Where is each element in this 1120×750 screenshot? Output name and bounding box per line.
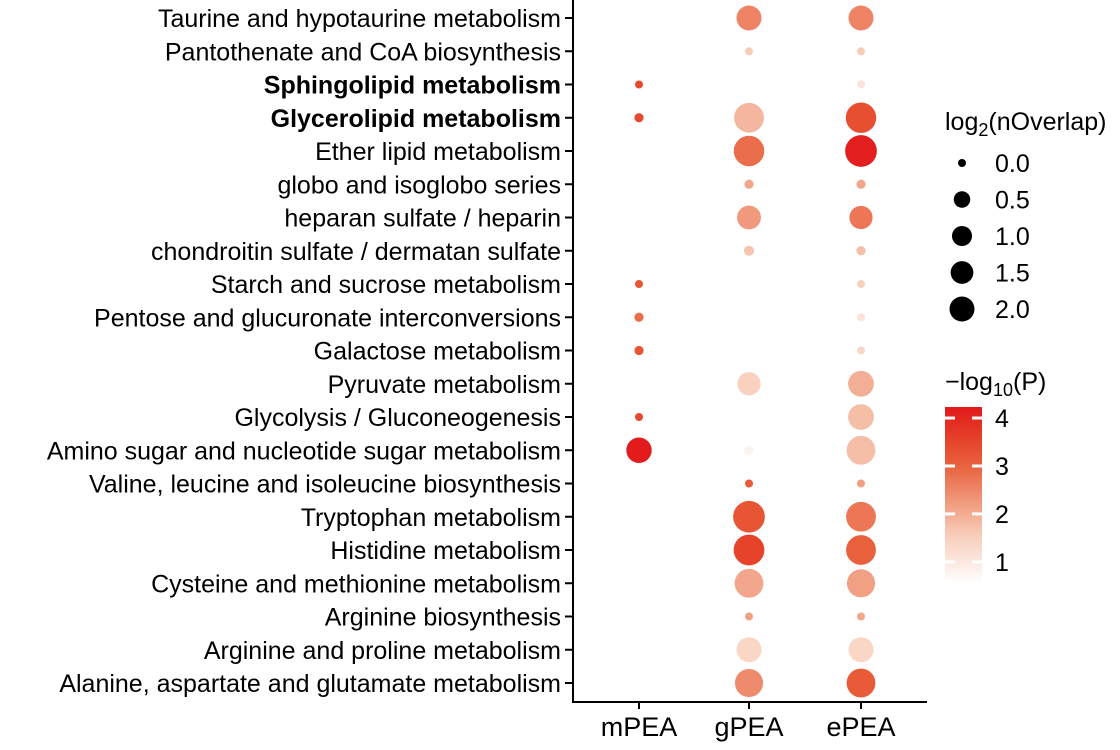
- dot-ePEA: [857, 81, 865, 89]
- size-legend-label: 1.5: [995, 259, 1030, 288]
- dot-ePEA: [847, 436, 876, 465]
- dot-mPEA: [626, 438, 651, 463]
- dot-ePEA: [849, 206, 872, 229]
- dot-ePEA: [857, 480, 865, 488]
- dot-mPEA: [635, 81, 643, 89]
- dot-gPEA: [737, 637, 762, 662]
- row-label: Pentose and glucuronate interconversions: [94, 304, 561, 333]
- dot-ePEA: [846, 103, 876, 133]
- dot-gPEA: [737, 6, 762, 31]
- dot-mPEA: [635, 280, 643, 288]
- row-label: Starch and sucrose metabolism: [210, 271, 561, 299]
- row-label: chondroitin sulfate / dermatan sulfate: [151, 237, 561, 266]
- dot-ePEA: [848, 404, 874, 430]
- dot-gPEA: [735, 569, 764, 598]
- dot-ePEA: [846, 502, 876, 532]
- colorbar-label: 3: [995, 452, 1009, 481]
- dot-ePEA: [849, 6, 874, 31]
- dot-ePEA: [848, 371, 874, 397]
- dot-gPEA: [734, 103, 764, 133]
- row-label: Amino sugar and nucleotide sugar metabolism: [46, 437, 561, 466]
- color-legend-title-rest: (P): [1013, 368, 1047, 396]
- dot-ePEA: [857, 313, 865, 321]
- size-legend-dot: [951, 261, 974, 284]
- color-legend-title-sub: 10: [992, 380, 1013, 400]
- colorbar-label: 1: [995, 548, 1009, 577]
- dot-gPEA: [745, 47, 753, 55]
- x-axis-label-ePEA: ePEA: [826, 712, 896, 742]
- dot-ePEA: [857, 613, 865, 621]
- row-label: Valine, leucine and isoleucine biosynthesis: [88, 470, 561, 499]
- size-legend-dot: [954, 191, 971, 208]
- row-label: Alanine, aspartate and glutamate metabolism: [59, 670, 561, 698]
- row-label: globo and isoglobo series: [277, 171, 561, 200]
- dot-gPEA: [737, 206, 761, 230]
- size-legend-label: 0.5: [995, 186, 1030, 215]
- dot-gPEA: [737, 372, 760, 395]
- dot-mPEA: [634, 313, 643, 322]
- x-axis-label-mPEA: mPEA: [600, 712, 678, 742]
- row-label: Tryptophan metabolism: [300, 503, 561, 532]
- dot-ePEA: [845, 135, 877, 167]
- dot-ePEA: [856, 180, 865, 189]
- dot-ePEA: [849, 637, 874, 662]
- dot-gPEA: [733, 501, 765, 533]
- row-label: Glycolysis / Gluconeogenesis: [234, 404, 561, 432]
- dot-ePEA: [857, 280, 865, 288]
- size-legend-label: 0.0: [995, 150, 1030, 178]
- size-legend-title: [945, 108, 1106, 140]
- colorbar-label: 4: [995, 405, 1009, 434]
- dot-mPEA: [634, 346, 643, 355]
- dot-gPEA: [744, 246, 754, 256]
- row-label: heparan sulfate / heparin: [284, 204, 561, 233]
- x-axis-label-gPEA: gPEA: [714, 712, 784, 742]
- dot-ePEA: [847, 669, 876, 698]
- size-legend-label: 2.0: [995, 296, 1030, 324]
- dot-gPEA: [745, 480, 753, 488]
- dot-gPEA: [744, 180, 753, 189]
- row-label: Cysteine and methionine metabolism: [151, 570, 561, 599]
- row-label: Galactose metabolism: [313, 337, 561, 366]
- row-label: Sphingolipid metabolism: [263, 71, 561, 100]
- dot-mPEA: [635, 413, 643, 421]
- row-label: Glycerolipid metabolism: [270, 104, 561, 133]
- size-legend-label: 1.0: [995, 223, 1030, 251]
- dot-ePEA: [857, 47, 865, 55]
- color-legend-title: [945, 368, 1046, 400]
- dot-ePEA: [856, 246, 865, 255]
- dot-ePEA: [846, 535, 876, 565]
- dot-gPEA: [744, 446, 753, 455]
- colorbar: [945, 407, 982, 583]
- dot-gPEA: [745, 613, 753, 621]
- size-legend-title-main: log: [945, 108, 979, 136]
- row-label: Ether lipid metabolism: [315, 138, 561, 166]
- row-label: Taurine and hypotaurine metabolism: [157, 5, 561, 33]
- dot-ePEA: [847, 569, 875, 597]
- row-label: Arginine and proline metabolism: [203, 636, 561, 665]
- row-label: Pyruvate metabolism: [327, 370, 561, 399]
- dot-ePEA: [857, 347, 865, 355]
- size-legend-dot: [952, 226, 972, 246]
- row-label: Pantothenate and CoA biosynthesis: [164, 38, 561, 67]
- size-legend-title-sub: 2: [978, 120, 989, 140]
- dot-gPEA: [734, 535, 765, 566]
- dot-mPEA: [634, 113, 643, 122]
- color-legend-title-main: −log: [945, 368, 993, 396]
- dot-gPEA: [734, 136, 764, 166]
- row-label: Arginine biosynthesis: [324, 603, 561, 632]
- colorbar-label: 2: [995, 500, 1009, 529]
- size-legend-dot: [958, 159, 966, 167]
- size-legend-dot: [950, 297, 975, 322]
- row-label: Histidine metabolism: [330, 537, 561, 565]
- size-legend-title-rest: (nOverlap): [988, 108, 1107, 136]
- dot-gPEA: [735, 669, 763, 697]
